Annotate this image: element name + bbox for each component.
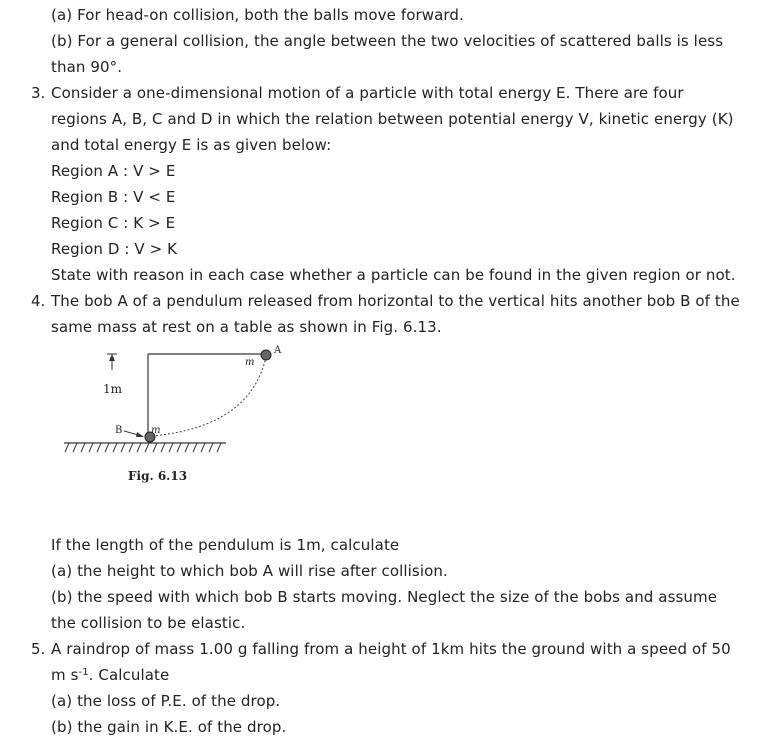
q4-line3: If the length of the pendulum is 1m, calculate [51, 536, 400, 554]
q2-part-b-line2: than 90°. [51, 58, 123, 76]
q2-part-b-line1: (b) For a general collision, the angle between the two velocities of scattered balls is less [51, 32, 724, 50]
q4-number: 4. [31, 292, 46, 310]
q2-part-a: (a) For head-on collision, both the balls move forward. [51, 6, 464, 24]
q4-part-a: (a) the height to which bob A will rise after collision. [51, 562, 448, 580]
q5-line1: A raindrop of mass 1.00 g falling from a height of 1km hits the ground with a speed of 50 [51, 640, 731, 658]
q3-line1: Consider a one-dimensional motion of a particle with total energy E. There are four [51, 84, 684, 102]
figure-caption: Fig. 6.13 [128, 469, 188, 483]
q3-region-a: Region A : V > E [51, 162, 176, 180]
q3-line3: and total energy E is as given below: [51, 136, 332, 154]
q3-region-b: Region B : V < E [51, 188, 176, 206]
length-label: 1m [103, 382, 123, 396]
q4-line1: The bob A of a pendulum released from horizontal to the vertical hits another bob B of the [51, 292, 740, 310]
q5-unit-exponent: -1 [78, 667, 89, 678]
q3-line2: regions A, B, C and D in which the relation between potential energy V, kinetic energy (K) [51, 110, 734, 128]
bob-b-label: B [115, 425, 123, 436]
pendulum-figure [60, 342, 300, 492]
q5-unit: m s [51, 666, 79, 684]
bob-a [261, 350, 271, 360]
swing-arc [152, 357, 266, 436]
q3-region-d: Region D : V > K [51, 240, 178, 258]
q5-line2 [51, 665, 169, 685]
q5-line2-rest: . Calculate [88, 666, 170, 684]
bob-b-mass: m [151, 425, 161, 436]
q4-part-b-line1: (b) the speed with which bob B starts moving. Neglect the size of the bobs and assume [51, 588, 718, 606]
ground-hatching [65, 443, 221, 452]
q5-number: 5. [31, 640, 46, 658]
q5-part-b: (b) the gain in K.E. of the drop. [51, 718, 287, 736]
q4-line2: same mass at rest on a table as shown in Fig. 6.13. [51, 318, 442, 336]
bob-a-mass: m [245, 357, 255, 368]
q3-number: 3. [31, 84, 46, 102]
q3-line4: State with reason in each case whether a particle can be found in the given region or not. [51, 266, 736, 284]
q5-part-a: (a) the loss of P.E. of the drop. [51, 692, 281, 710]
q3-region-c: Region C : K > E [51, 214, 176, 232]
q4-part-b-line2: the collision to be elastic. [51, 614, 246, 632]
bob-a-label: A [274, 345, 282, 356]
